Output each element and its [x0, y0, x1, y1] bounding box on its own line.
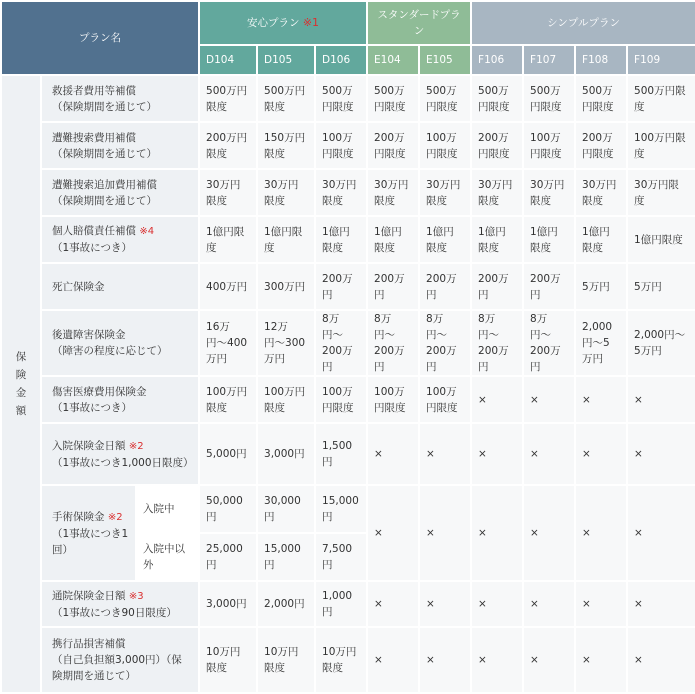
table-cell: 200万円限度 — [199, 122, 257, 169]
table-row — [1, 376, 695, 423]
table-cell: × — [367, 627, 419, 693]
row-label: 手術保険金 ※2 （1事故につき1回） — [41, 485, 136, 581]
table-cell: 200万円 — [367, 263, 419, 310]
table-cell: 200万円限度 — [367, 122, 419, 169]
table-cell: × — [419, 627, 471, 693]
table-cell: 1億円限度 — [257, 216, 315, 263]
table-cell: × — [575, 485, 627, 581]
table-cell: × — [471, 376, 523, 423]
table-cell: 50,000円 — [199, 485, 257, 533]
table-cell: × — [575, 627, 627, 693]
table-cell: 500万円限度 — [367, 75, 419, 122]
sub-row-label: 入院中 — [136, 485, 199, 533]
table-row — [1, 423, 695, 485]
table-cell: 10万円限度 — [315, 627, 367, 693]
table-cell: × — [367, 423, 419, 485]
table-cell: 30万円限度 — [315, 169, 367, 216]
row-label: 後遺障害保険金 （障害の程度に応じて） — [41, 310, 199, 376]
table-cell: × — [471, 485, 523, 581]
row-label: 遭難捜索費用補償 （保険期間を通じて） — [41, 122, 199, 169]
table-cell: 500万円限度 — [471, 75, 523, 122]
table-cell: 1億円限度 — [523, 216, 575, 263]
table-cell: × — [471, 581, 523, 627]
table-cell: 100万円限度 — [367, 376, 419, 423]
table-cell: 8万円〜200万円 — [315, 310, 367, 376]
simple-plan-header: シンプルプラン — [471, 1, 695, 45]
table-cell: 1億円限度 — [575, 216, 627, 263]
table-cell: 100万円限度 — [419, 376, 471, 423]
table-cell: × — [627, 581, 695, 627]
table-row — [1, 627, 695, 693]
table-row — [1, 169, 695, 216]
table-cell: 2,000円 — [257, 581, 315, 627]
table-cell: 500万円限度 — [419, 75, 471, 122]
header-group-row — [1, 1, 695, 45]
table-cell: × — [471, 627, 523, 693]
table-cell: × — [575, 376, 627, 423]
table-cell: × — [419, 581, 471, 627]
table-cell: 500万円限度 — [523, 75, 575, 122]
code-f106: F106 — [471, 45, 523, 75]
table-row — [1, 581, 695, 627]
table-cell: 1,500円 — [315, 423, 367, 485]
row-label: 携行品損害補償 （自己負担額3,000円）（保険期間を通じて） — [41, 627, 199, 693]
table-cell: 1億円限度 — [471, 216, 523, 263]
table-cell: 200万円 — [523, 263, 575, 310]
table-cell: 30万円限度 — [199, 169, 257, 216]
table-cell: × — [523, 376, 575, 423]
table-cell: × — [523, 485, 575, 581]
row-label: 入院保険金日額 ※2 （1事故につき1,000日限度） — [41, 423, 199, 485]
table-cell: × — [419, 485, 471, 581]
table-cell: 8万円〜200万円 — [419, 310, 471, 376]
table-cell: 12万円〜300万円 — [257, 310, 315, 376]
table-row — [1, 122, 695, 169]
table-cell: 1,000円 — [315, 581, 367, 627]
table-cell: × — [575, 581, 627, 627]
side-label: 保険金額 — [1, 75, 41, 693]
table-row — [1, 485, 695, 533]
row-note: ※4 — [139, 226, 155, 237]
row-note: ※2 — [128, 440, 144, 452]
row-label: 個人賠償責任補償 ※4 （1事故につき） — [41, 216, 199, 263]
table-cell: × — [627, 376, 695, 423]
table-cell: × — [523, 627, 575, 693]
table-cell: 8万円〜200万円 — [471, 310, 523, 376]
table-row — [1, 263, 695, 310]
table-cell: 100万円限度 — [315, 376, 367, 423]
table-cell: 5万円 — [575, 263, 627, 310]
table-cell: 2,000円〜5万円 — [627, 310, 695, 376]
table-cell: 100万円限度 — [257, 376, 315, 423]
table-cell: 25,000円 — [199, 533, 257, 581]
table-cell: 2,000円〜5万円 — [575, 310, 627, 376]
row-label: 遭難捜索追加費用補償 （保険期間を通じて） — [41, 169, 199, 216]
table-cell: 15,000円 — [257, 533, 315, 581]
table-cell: 8万円〜200万円 — [367, 310, 419, 376]
table-cell: × — [523, 423, 575, 485]
code-d106: D106 — [315, 45, 367, 75]
table-cell: 200万円限度 — [471, 122, 523, 169]
code-d105: D105 — [257, 45, 315, 75]
table-cell: × — [575, 423, 627, 485]
table-cell: 30万円限度 — [575, 169, 627, 216]
table-cell: 30万円限度 — [419, 169, 471, 216]
table-cell: 16万円〜400万円 — [199, 310, 257, 376]
table-cell: × — [523, 581, 575, 627]
table-cell: 200万円 — [315, 263, 367, 310]
table-row — [1, 75, 695, 122]
table-cell: 1億円限度 — [199, 216, 257, 263]
table-cell: 500万円限度 — [257, 75, 315, 122]
table-row — [1, 216, 695, 263]
table-cell: 100万円限度 — [315, 122, 367, 169]
table-cell: 30万円限度 — [367, 169, 419, 216]
code-e104: E104 — [367, 45, 419, 75]
table-cell: 150万円限度 — [257, 122, 315, 169]
row-note: ※2 — [107, 511, 123, 523]
table-cell: × — [367, 581, 419, 627]
anshin-plan-header: 安心プラン ※1 — [199, 1, 367, 45]
table-cell: 30万円限度 — [471, 169, 523, 216]
table-cell: 30万円限度 — [257, 169, 315, 216]
table-cell: 30万円限度 — [523, 169, 575, 216]
table-cell: × — [627, 485, 695, 581]
table-cell: 1億円限度 — [315, 216, 367, 263]
row-label: 傷害医療費用保険金 （1事故につき） — [41, 376, 199, 423]
code-f108: F108 — [575, 45, 627, 75]
table-cell: 400万円 — [199, 263, 257, 310]
table-cell: 10万円限度 — [199, 627, 257, 693]
table-cell: 1億円限度 — [367, 216, 419, 263]
table-cell: × — [471, 423, 523, 485]
table-cell: 100万円限度 — [523, 122, 575, 169]
plan-name-header: プラン名 — [1, 1, 199, 75]
table-cell: 200万円 — [471, 263, 523, 310]
code-f107: F107 — [523, 45, 575, 75]
standard-plan-header: スタンダードプラン — [367, 1, 471, 45]
table-cell: 500万円限度 — [627, 75, 695, 122]
table-cell: 5万円 — [627, 263, 695, 310]
table-cell: 500万円限度 — [199, 75, 257, 122]
table-cell: 500万円限度 — [575, 75, 627, 122]
table-cell: 15,000円 — [315, 485, 367, 533]
row-note: ※3 — [128, 590, 144, 602]
table-cell: × — [367, 485, 419, 581]
table-cell: 500万円限度 — [315, 75, 367, 122]
table-cell: 100万円限度 — [627, 122, 695, 169]
row-label: 通院保険金日額 ※3 （1事故につき90日限度） — [41, 581, 199, 627]
table-cell: 100万円限度 — [419, 122, 471, 169]
table-cell: 10万円限度 — [257, 627, 315, 693]
table-cell: 100万円限度 — [199, 376, 257, 423]
table-cell: 30,000円 — [257, 485, 315, 533]
table-cell: 1億円限度 — [419, 216, 471, 263]
table-cell: 8万円〜200万円 — [523, 310, 575, 376]
code-f109: F109 — [627, 45, 695, 75]
table-cell: 3,000円 — [199, 581, 257, 627]
table-cell: 1億円限度 — [627, 216, 695, 263]
table-cell: 5,000円 — [199, 423, 257, 485]
table-cell: 300万円 — [257, 263, 315, 310]
table-cell: × — [627, 627, 695, 693]
row-label: 死亡保険金 — [41, 263, 199, 310]
anshin-note: ※1 — [302, 16, 320, 29]
table-cell: 200万円限度 — [575, 122, 627, 169]
table-cell: 30万円限度 — [627, 169, 695, 216]
table-cell: × — [419, 423, 471, 485]
code-e105: E105 — [419, 45, 471, 75]
table-row — [1, 310, 695, 376]
table-cell: 7,500円 — [315, 533, 367, 581]
table-cell: 200万円 — [419, 263, 471, 310]
table-cell: × — [627, 423, 695, 485]
sub-row-label: 入院中以外 — [136, 533, 199, 581]
table-cell: 3,000円 — [257, 423, 315, 485]
code-d104: D104 — [199, 45, 257, 75]
row-label: 救援者費用等補償 （保険期間を通じて） — [41, 75, 199, 122]
